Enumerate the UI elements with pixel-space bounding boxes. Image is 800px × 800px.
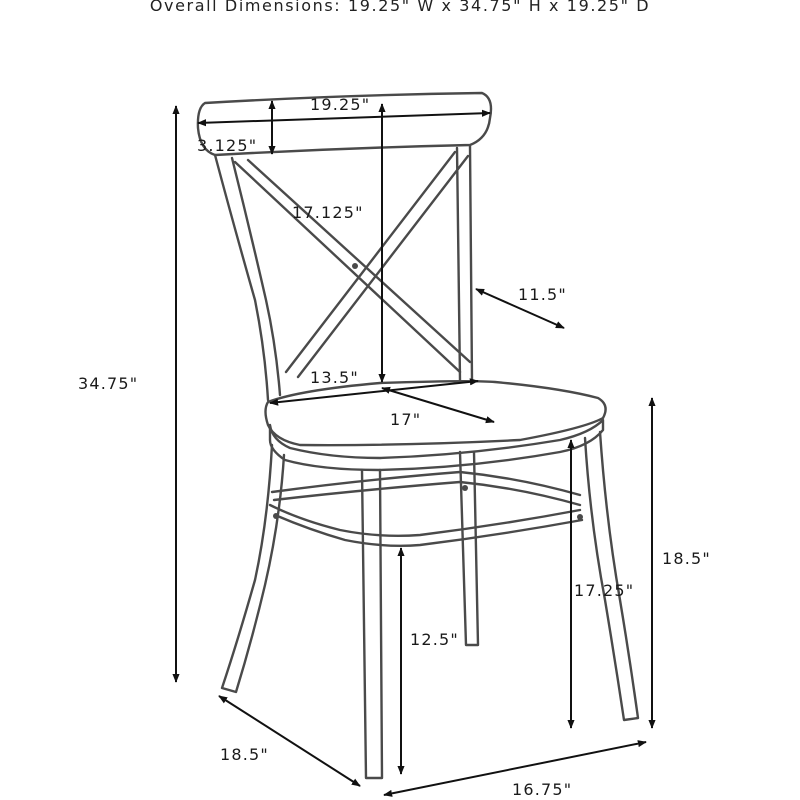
label-stretcher-height: 12.5" xyxy=(410,630,459,649)
x-brace-rivet xyxy=(352,263,358,269)
back-right-post xyxy=(457,146,472,380)
label-base-width: 16.75" xyxy=(512,780,573,799)
dim-base-depth xyxy=(219,696,360,786)
label-under-seat-height: 17.25" xyxy=(574,581,635,600)
label-overall-height: 34.75" xyxy=(78,374,139,393)
overall-dimensions-title: Overall Dimensions: 19.25" W x 34.75" H x 19.25" D xyxy=(149,0,651,15)
label-back-depth: 11.5" xyxy=(518,285,567,304)
front-right-leg xyxy=(585,432,638,720)
stretcher-front xyxy=(270,505,582,546)
back-left-post xyxy=(215,155,280,400)
stretcher-back xyxy=(272,472,580,505)
label-base-depth: 18.5" xyxy=(220,745,269,764)
label-backrest-width: 19.25" xyxy=(310,95,371,114)
dim-backrest-width xyxy=(198,113,490,123)
front-left-leg xyxy=(222,445,284,692)
seat-top xyxy=(266,381,606,445)
label-seat-depth: 17" xyxy=(390,410,422,429)
label-backrest-height: 3.125" xyxy=(197,136,258,155)
rear-right-leg xyxy=(460,452,478,645)
dimension-labels xyxy=(78,95,711,799)
label-back-height: 17.125" xyxy=(292,203,364,222)
rear-left-leg-inner xyxy=(362,470,382,778)
label-seat-back-width: 13.5" xyxy=(310,368,359,387)
label-seat-height: 18.5" xyxy=(662,549,711,568)
